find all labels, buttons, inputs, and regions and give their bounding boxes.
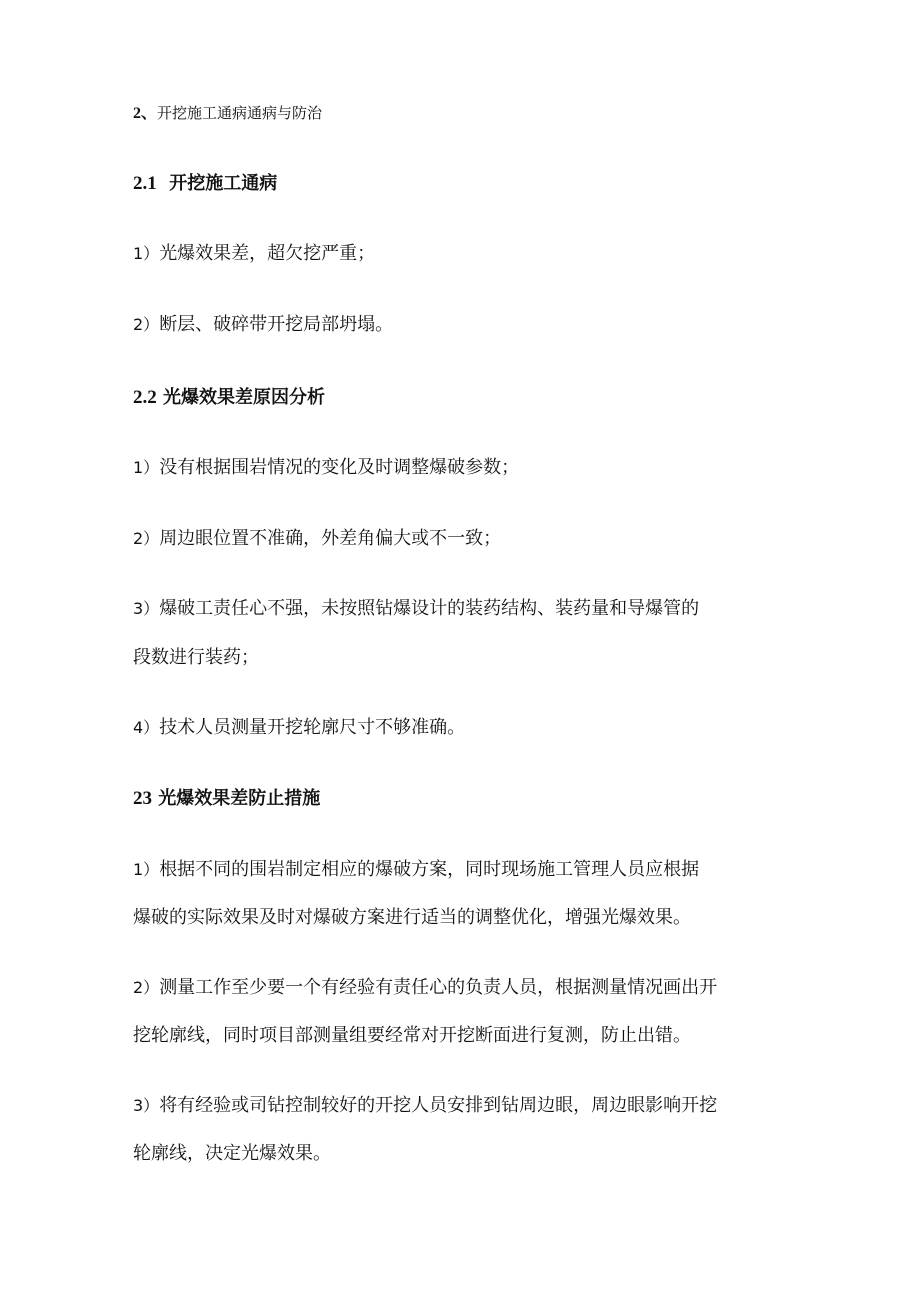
item-marker: 3） <box>133 1096 160 1115</box>
list-item-continuation <box>133 1024 793 1048</box>
section-title <box>133 101 793 126</box>
item-marker: 1） <box>133 458 160 477</box>
item-marker: 3） <box>133 599 160 618</box>
heading-text: 光爆效果差原因分析 <box>163 387 326 408</box>
item-marker: 4） <box>133 718 160 737</box>
item-text: 周边眼位置不准确，外差角偏大或不一致； <box>159 528 502 549</box>
section-title-text: 开挖施工通病通病与防治 <box>157 104 323 122</box>
heading-2-1 <box>133 172 793 196</box>
list-item <box>133 456 793 480</box>
item-marker: 1） <box>133 860 160 879</box>
item-text: 测量工作至少要一个有经验有责任心的负责人员，根据测量情况画出开 <box>159 977 718 998</box>
item-text: 光爆效果差，超欠挖严重； <box>159 243 376 264</box>
item-text: 将有经验或司钻控制较好的开挖人员安排到钻周边眼，周边眼影响开挖 <box>159 1095 718 1116</box>
item-text: 爆破的实际效果及时对爆破方案进行适当的调整优化，增强光爆效果。 <box>133 907 691 928</box>
heading-text: 光爆效果差防止措施 <box>158 788 321 809</box>
item-marker: 2） <box>133 978 160 997</box>
list-item <box>133 313 793 337</box>
list-item-continuation <box>133 646 793 670</box>
heading-number: 2.2 <box>133 387 157 408</box>
item-text: 根据不同的围岩制定相应的爆破方案，同时现场施工管理人员应根据 <box>159 859 700 880</box>
item-text: 爆破工责任心不强，未按照钻爆设计的装药结构、装药量和导爆管的 <box>159 598 700 619</box>
list-item <box>133 976 793 1000</box>
list-item <box>133 716 793 740</box>
item-text: 没有根据围岩情况的变化及时调整爆破参数； <box>159 457 520 478</box>
heading-2-2 <box>133 386 793 410</box>
list-item <box>133 597 793 621</box>
heading-2-3 <box>133 787 793 811</box>
heading-number: 23 <box>133 788 152 809</box>
item-marker: 2） <box>133 315 160 334</box>
item-text: 断层、破碎带开挖局部坍塌。 <box>159 314 394 335</box>
list-item-continuation <box>133 906 793 930</box>
list-item-continuation <box>133 1142 793 1166</box>
section-title-number: 2、 <box>133 105 158 122</box>
item-text: 挖轮廓线，同时项目部测量组要经常对开挖断面进行复测，防止出错。 <box>133 1025 691 1046</box>
item-text: 段数进行装药； <box>133 647 259 668</box>
item-marker: 1） <box>133 244 160 263</box>
list-item <box>133 527 793 551</box>
list-item <box>133 1094 793 1118</box>
item-marker: 2） <box>133 529 160 548</box>
list-item <box>133 858 793 882</box>
heading-number: 2.1 <box>133 173 157 194</box>
item-text: 技术人员测量开挖轮廓尺寸不够准确。 <box>159 717 466 738</box>
heading-text: 开挖施工通病 <box>169 173 278 194</box>
list-item <box>133 242 793 266</box>
item-text: 轮廓线，决定光爆效果。 <box>133 1143 331 1164</box>
